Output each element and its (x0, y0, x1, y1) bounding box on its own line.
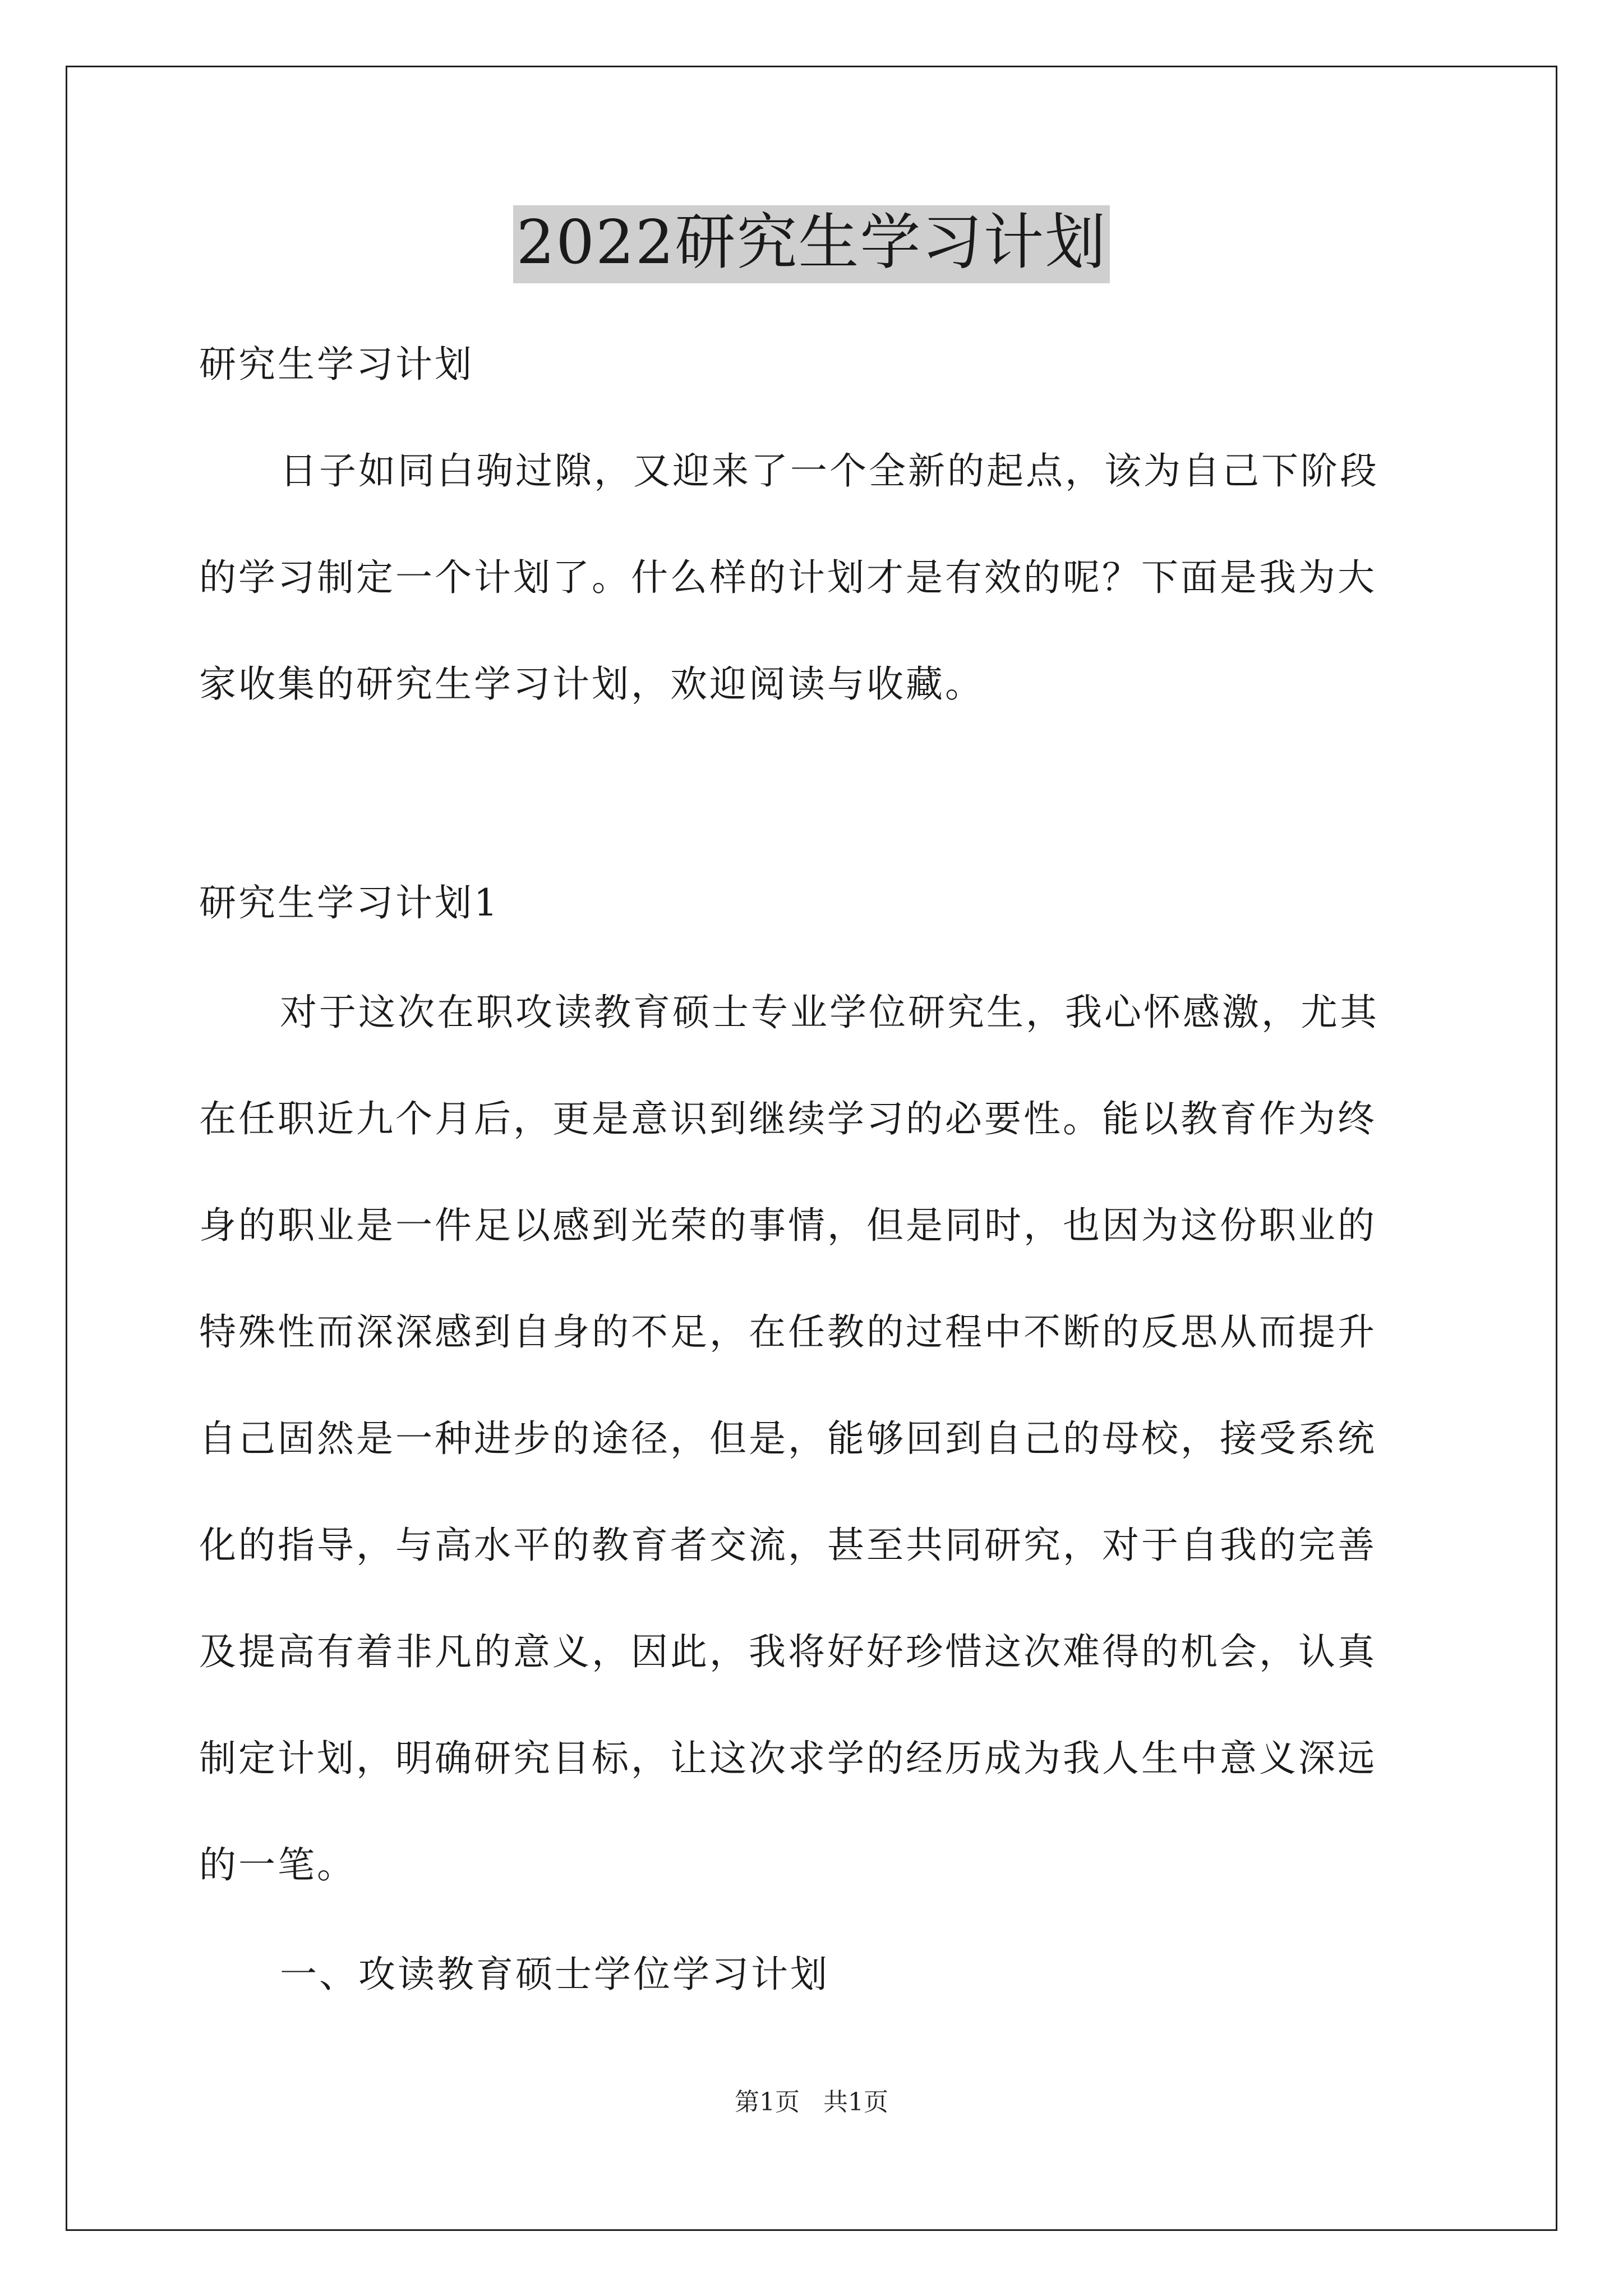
document-title (0, 206, 1623, 279)
intro-line: 的学习制定一个计划了。什么样的计划才是有效的呢？下面是我为大 (199, 556, 1377, 599)
document-subtitle: 研究生学习计划 (199, 343, 474, 386)
section1-line: 在任职近九个月后，更是意识到继续学习的必要性。能以教育作为终 (199, 1097, 1377, 1140)
section1-line: 特殊性而深深感到自身的不足，在任教的过程中不断的反思从而提升 (199, 1310, 1377, 1354)
document-title-text: 2022研究生学习计划 (513, 205, 1110, 283)
page-footer: 第1页 共1页 (735, 2088, 888, 2116)
section1-line: 制定计划，明确研究目标，让这次求学的经历成为我人生中意义深远 (199, 1737, 1377, 1780)
intro-line: 家收集的研究生学习计划，欢迎阅读与收藏。 (199, 662, 984, 706)
section1-line: 化的指导，与高水平的教育者交流，甚至共同研究，对于自我的完善 (199, 1524, 1377, 1567)
section-subheading: 一、攻读教育硕士学位学习计划 (280, 1953, 829, 1996)
intro-paragraph (199, 418, 1427, 738)
section1-line: 对于这次在职攻读教育硕士专业学位研究生，我心怀感激，尤其 (280, 991, 1379, 1034)
section1-line: 自己固然是一种进步的途径，但是，能够回到自己的母校，接受系统 (199, 1417, 1377, 1460)
section1-line: 身的职业是一件足以感到光荣的事情，但是同时，也因为这份职业的 (199, 1204, 1377, 1247)
section1-paragraph (199, 959, 1427, 1918)
section1-heading: 研究生学习计划1 (199, 881, 500, 924)
section1-line: 的一笔。 (199, 1843, 356, 1887)
intro-line: 日子如同白驹过隙，又迎来了一个全新的起点，该为自己下阶段 (280, 449, 1379, 493)
section1-line: 及提高有着非凡的意义，因此，我将好好珍惜这次难得的机会，认真 (199, 1630, 1377, 1673)
